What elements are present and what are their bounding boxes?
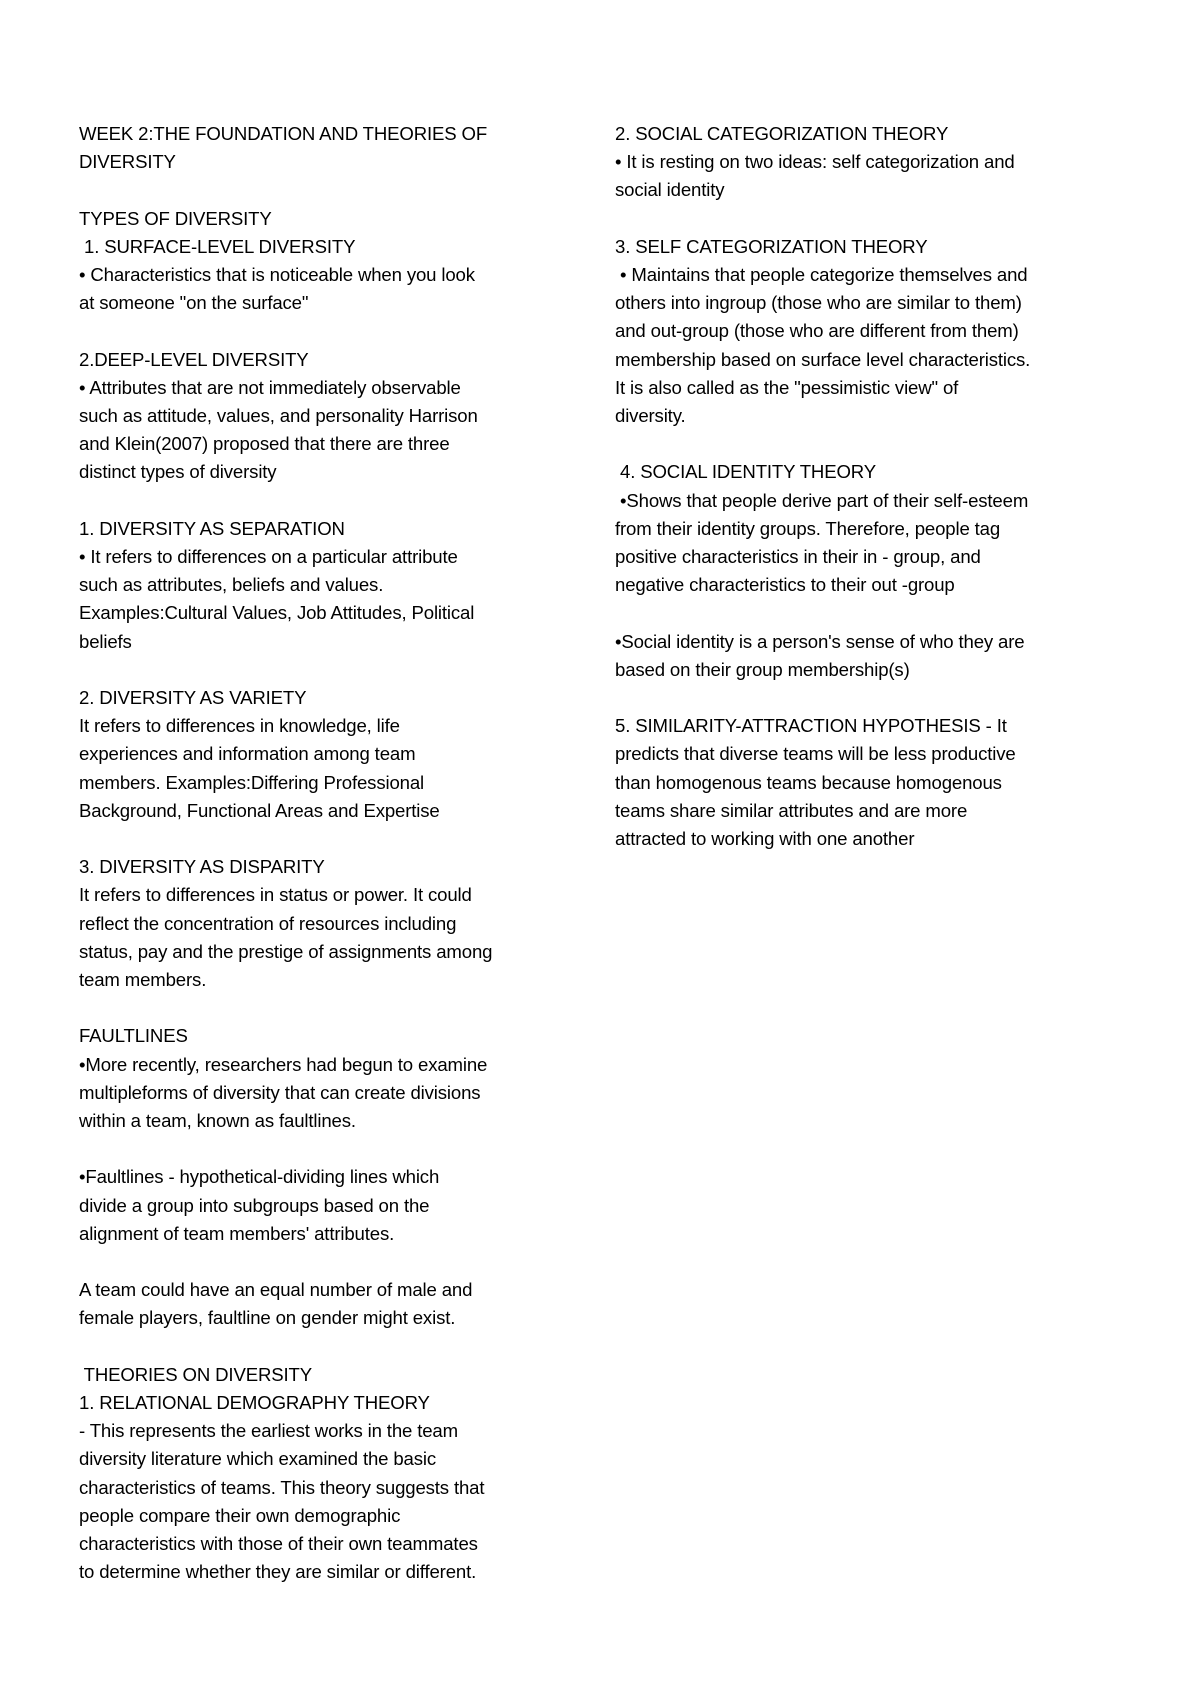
paragraph-gap (615, 430, 1135, 458)
text-line: DIVERSITY (79, 151, 176, 173)
text-line: Examples:Cultural Values, Job Attitudes, Political (79, 602, 475, 624)
text-line: It is also called as the "pessimistic view" of (615, 376, 959, 398)
text-line: 5. SIMILARITY-ATTRACTION HYPOTHESIS - It (615, 715, 1007, 737)
paragraph-gap (615, 599, 1135, 627)
text-line: A team could have an equal number of male and (79, 1279, 473, 1301)
text-line: such as attributes, beliefs and values. (79, 574, 384, 596)
text-line: characteristics with those of their own teammates (79, 1533, 478, 1555)
text-line: •Shows that people derive part of their self-esteem (615, 489, 1029, 511)
text-line: 2. SOCIAL CATEGORIZATION THEORY (615, 123, 949, 144)
text-line: 3. SELF CATEGORIZATION THEORY (615, 235, 928, 257)
text-line: 3. DIVERSITY AS DISPARITY (79, 856, 325, 878)
text-line: based on their group membership(s) (615, 658, 910, 680)
text-line: status, pay and the prestige of assignments among (79, 940, 493, 962)
text-line: beliefs (79, 630, 132, 652)
text-line: such as attitude, values, and personality Harrison (79, 405, 478, 426)
text-line: - This represents the earliest works in the team (79, 1420, 458, 1442)
text-line: TYPES OF DIVERSITY (79, 207, 272, 229)
paragraph-gap (79, 176, 594, 204)
text-line: WEEK 2:THE FOUNDATION AND THEORIES OF (79, 123, 488, 144)
text-line: from their identity groups. Therefore, people tag (615, 517, 1001, 539)
paragraph-gap (79, 994, 594, 1022)
text-line: characteristics of teams. This theory suggests that (79, 1476, 485, 1498)
text-line: social identity (615, 179, 725, 201)
text-line: alignment of team members' attributes. (79, 1222, 395, 1244)
text-line: It refers to differences in knowledge, life (79, 715, 400, 737)
text-line: others into ingroup (those who are similar to them) (615, 292, 1022, 314)
text-line: than homogenous teams because homogenous (615, 771, 1002, 793)
text-line: THEORIES ON DIVERSITY (79, 1363, 312, 1385)
text-line: •Faultlines - hypothetical-dividing lines which (79, 1166, 440, 1188)
text-line: diversity. (615, 405, 686, 427)
paragraph-gap (79, 317, 594, 345)
text-line: distinct types of diversity (79, 461, 277, 483)
text-line: diversity literature which examined the basic (79, 1448, 437, 1470)
text-line: • Characteristics that is noticeable when you look (79, 264, 475, 285)
paragraph-gap (79, 487, 594, 515)
paragraph-gap (79, 1248, 594, 1276)
text-line: It refers to differences in status or power. It could (79, 884, 472, 906)
text-line: 1. SURFACE-LEVEL DIVERSITY (79, 235, 356, 257)
text-line: within a team, known as faultlines. (79, 1110, 356, 1132)
text-line: multipleforms of diversity that can create divisions (79, 1081, 481, 1103)
right-column (615, 120, 1135, 853)
text-line: divide a group into subgroups based on the (79, 1194, 430, 1216)
text-line: • It is resting on two ideas: self categorization and (615, 151, 1015, 173)
paragraph-gap (79, 825, 594, 853)
text-line: teams share similar attributes and are more (615, 799, 968, 821)
text-line: reflect the concentration of resources including (79, 912, 457, 934)
paragraph-gap (615, 684, 1135, 712)
text-line: 4. SOCIAL IDENTITY THEORY (615, 461, 876, 483)
text-line: 1. RELATIONAL DEMOGRAPHY THEORY (79, 1392, 430, 1413)
text-line: 2.DEEP-LEVEL DIVERSITY (79, 348, 309, 370)
text-line: team members. (79, 969, 207, 991)
text-line: attracted to working with one another (615, 828, 915, 850)
left-column (79, 120, 594, 1586)
text-line: and Klein(2007) proposed that there are three (79, 433, 450, 455)
text-line: • Attributes that are not immediately observable (79, 376, 461, 398)
paragraph-gap (79, 1333, 594, 1361)
text-line: FAULTLINES (79, 1025, 188, 1047)
text-line: Background, Functional Areas and Expertise (79, 799, 440, 821)
text-line: female players, faultline on gender might exist. (79, 1307, 456, 1329)
text-line: positive characteristics in their in - group, and (615, 546, 981, 568)
text-line: • It refers to differences on a particular attribute (79, 546, 458, 567)
paragraph-gap (615, 205, 1135, 233)
text-line: to determine whether they are similar or different. (79, 1561, 477, 1583)
text-line: membership based on surface level characteristics. (615, 348, 1031, 370)
text-line: experiences and information among team (79, 743, 416, 765)
text-line: negative characteristics to their out -group (615, 574, 955, 596)
text-line: at someone "on the surface" (79, 292, 309, 314)
paragraph-gap (79, 1135, 594, 1163)
text-line: • Maintains that people categorize themselves and (615, 264, 1028, 285)
text-line: •Social identity is a person's sense of who they are (615, 630, 1025, 652)
text-line: •More recently, researchers had begun to examine (79, 1053, 488, 1075)
text-line: members. Examples:Differing Professional (79, 771, 425, 793)
text-line: and out-group (those who are different from them) (615, 320, 1019, 342)
text-line: 1. DIVERSITY AS SEPARATION (79, 517, 345, 539)
text-line: predicts that diverse teams will be less productive (615, 743, 1016, 765)
paragraph-gap (79, 656, 594, 684)
text-line: people compare their own demographic (79, 1504, 401, 1526)
text-line: 2. DIVERSITY AS VARIETY (79, 687, 307, 708)
